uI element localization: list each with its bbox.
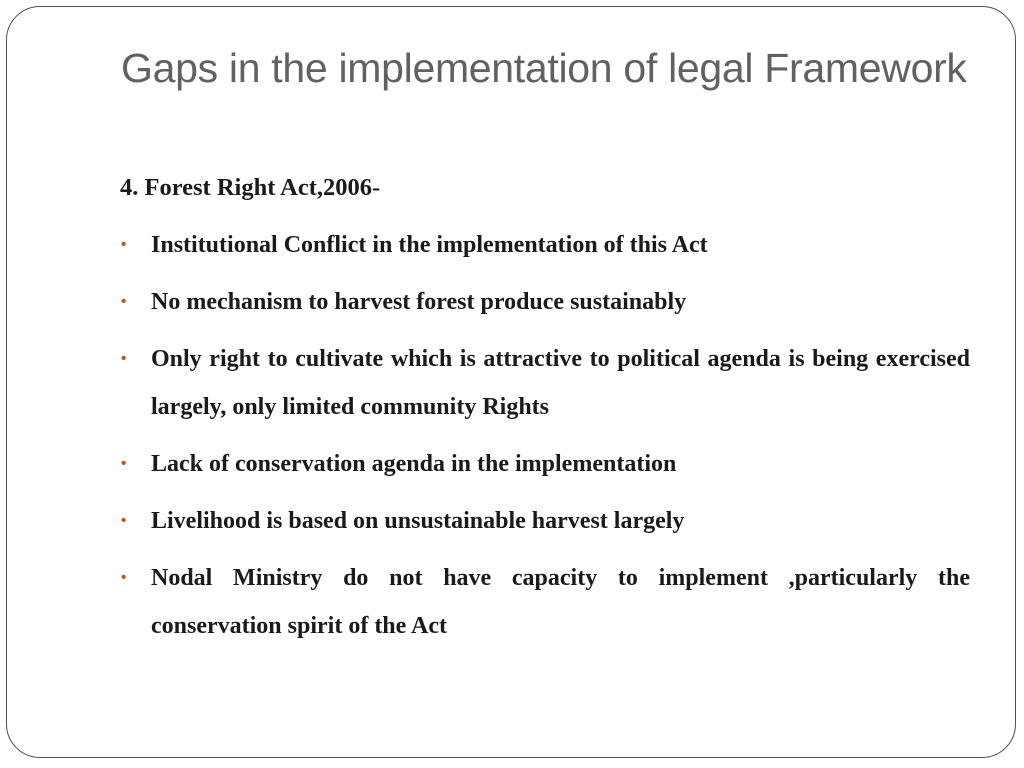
bullet-list xyxy=(120,221,970,659)
bullet-dot-icon: • xyxy=(121,512,127,529)
bullet-text: No mechanism to harvest forest produce sustainably xyxy=(151,289,687,315)
bullet-text: Lack of conservation agenda in the implementation xyxy=(151,451,677,477)
bullet-text: Nodal Ministry do not have capacity to implement ,particularly the conservation spirit of the Act xyxy=(151,565,970,639)
slide-frame xyxy=(6,6,1016,758)
slide-title: Gaps in the implementation of legal Framework xyxy=(121,45,967,91)
bullet-item xyxy=(120,554,970,650)
bullet-dot-icon: • xyxy=(121,455,127,472)
bullet-text: Livelihood is based on unsustainable harvest largely xyxy=(151,508,685,534)
bullet-dot-icon: • xyxy=(121,569,127,586)
bullet-item xyxy=(120,440,970,488)
bullet-item xyxy=(120,497,970,545)
act-subheading: 4. Forest Right Act,2006- xyxy=(120,174,381,201)
bullet-dot-icon: • xyxy=(121,293,127,310)
bullet-text: Institutional Conflict in the implementation of this Act xyxy=(151,232,708,258)
bullet-text: Only right to cultivate which is attractive to political agenda is being exercised largely, only limited community Rights xyxy=(151,346,970,420)
bullet-dot-icon: • xyxy=(121,350,127,367)
bullet-dot-icon: • xyxy=(121,236,127,253)
bullet-item xyxy=(120,221,970,269)
bullet-item xyxy=(120,335,970,431)
bullet-item xyxy=(120,278,970,326)
